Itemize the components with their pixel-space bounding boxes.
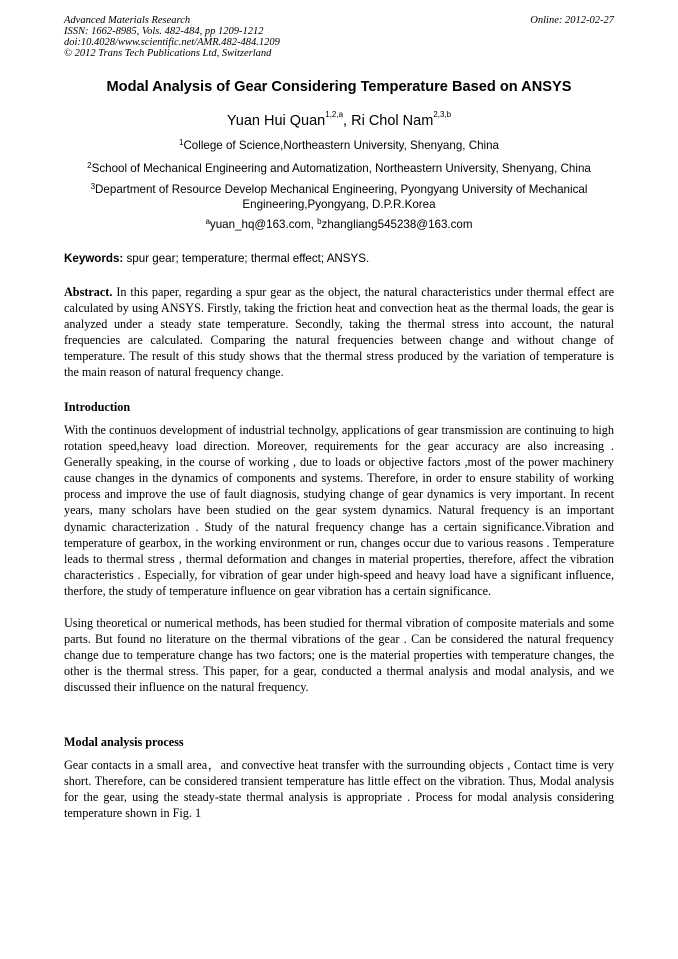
affiliation-2 bbox=[0, 161, 678, 176]
affiliation-3-sup: 3 bbox=[90, 182, 96, 191]
modal-analysis-paragraph: Gear contacts in a small area，and convective heat transfer with the surrounding objects , Contact time is very short. Therefore, can be considered transient temperature has little effect on the vibration. Thus, Modal analysis for the gear, using the steady-state thermal analysis is appropriate . Process for modal analysis considering temperature shown in Fig. 1 bbox=[64, 758, 614, 821]
keywords-text: spur gear; temperature; thermal effect; ANSYS. bbox=[123, 252, 370, 265]
email-a-sup: a bbox=[205, 217, 210, 226]
introduction-paragraph-1: With the continuos development of industrial technolgy, applications of gear transmission are continuing to high rotation speed,heavy load direction. Moreover, requirements for the gear accuracy are also increasing . Generally speaking, in the course of working , due to loads or objective factors ,most of the power machinery cause changes in the dynamics of components and systems. Therefore, in order to ensure stability of working process and improve the use of fault diagnosis, studying change of gear dynamics is very important. In recent years, many scholars have been studied on the gear system dynamics. Natural frequency is an important dynamic characterization . Study of the natural frequency change has a certain significance.Vibration and temperature of gearbox, in the working environment or run, changes occur due to various reasons . Temperature leads to thermal stress , thermal deformation and changes in material properties, therefore, affect the vibration characteristics . Especially, for vibration of gear under high-speed and heavy load have a significant influence, therfore, the study of temperature influence on gear vibration has a certain significance. bbox=[64, 423, 614, 598]
journal-name: Advanced Materials Research bbox=[64, 15, 191, 26]
modal-analysis-heading: Modal analysis process bbox=[64, 735, 184, 749]
affiliation-1 bbox=[0, 138, 678, 153]
author-2-sup: 2,3,b bbox=[433, 110, 452, 119]
abstract-paragraph bbox=[64, 284, 614, 381]
abstract-text: In this paper, regarding a spur gear as the object, the natural characteristics under thermal effect are calculated by using ANSYS. Firstly, taking the friction heat and convection heat as the thermal loads, the gear is analyzed under a steady state temperature. Secondly, taking the thermal stress into account, the natural frequencies are calculated. Comparing the natural frequencies between change and without change of temperature. The result of this study shows that the thermal stress produced by the variation of temperature is the main reason of natural frequency change. bbox=[64, 285, 614, 380]
keywords bbox=[64, 252, 369, 265]
affiliation-2-sup: 2 bbox=[87, 161, 92, 170]
affiliation-1-text: College of Science,Northeastern University, Shenyang, China bbox=[183, 139, 499, 152]
email-b[interactable]: zhangliang545238@163.com bbox=[321, 218, 473, 231]
journal-info bbox=[64, 15, 280, 59]
affiliation-3 bbox=[0, 182, 678, 212]
issn-line: ISSN: 1662-8985, Vols. 482-484, pp 1209-1212 bbox=[64, 26, 264, 37]
affiliation-2-text: School of Mechanical Engineering and Automatization, Northeastern University, Shenyang, China bbox=[91, 162, 591, 175]
email-b-sup: b bbox=[317, 217, 322, 226]
email-a[interactable]: yuan_hq@163.com, bbox=[209, 218, 318, 231]
online-date: Online: 2012-02-27 bbox=[530, 15, 614, 26]
abstract-label: Abstract. bbox=[64, 285, 113, 299]
author-line bbox=[0, 110, 678, 129]
author-1: Yuan Hui Quan bbox=[226, 113, 326, 129]
author-separator: , bbox=[343, 113, 352, 129]
email-line bbox=[0, 217, 678, 232]
doi-line: doi:10.4028/www.scientific.net/AMR.482-484.1209 bbox=[64, 37, 280, 48]
affiliation-3-line2: Engineering,Pyongyang, D.P.R.Korea bbox=[242, 198, 436, 211]
keywords-label: Keywords: bbox=[64, 252, 124, 265]
introduction-paragraph-2: Using theoretical or numerical methods, has been studied for thermal vibration of composite materials and some parts. But found no literature on the thermal vibrations of the gear . Can be considered the natural frequency change due to temperature change has two factors; one is the material properties with temperature changes, the other is the thermal stress. This paper, for a gear, conducted a thermal analysis and modal analysis, and we discussed their influence on the natural frequency. bbox=[64, 616, 614, 695]
author-2: Ri Chol Nam bbox=[351, 113, 434, 129]
affiliation-3-line1: Department of Resource Develop Mechanical Engineering, Pyongyang University of Mechanical bbox=[95, 183, 588, 196]
copyright-line: © 2012 Trans Tech Publications Ltd, Switzerland bbox=[64, 48, 272, 59]
introduction-heading: Introduction bbox=[64, 400, 131, 414]
author-1-sup: 1,2,a bbox=[325, 110, 344, 119]
paper-title: Modal Analysis of Gear Considering Temperature Based on ANSYS bbox=[106, 79, 572, 95]
affiliation-1-sup: 1 bbox=[178, 138, 184, 147]
